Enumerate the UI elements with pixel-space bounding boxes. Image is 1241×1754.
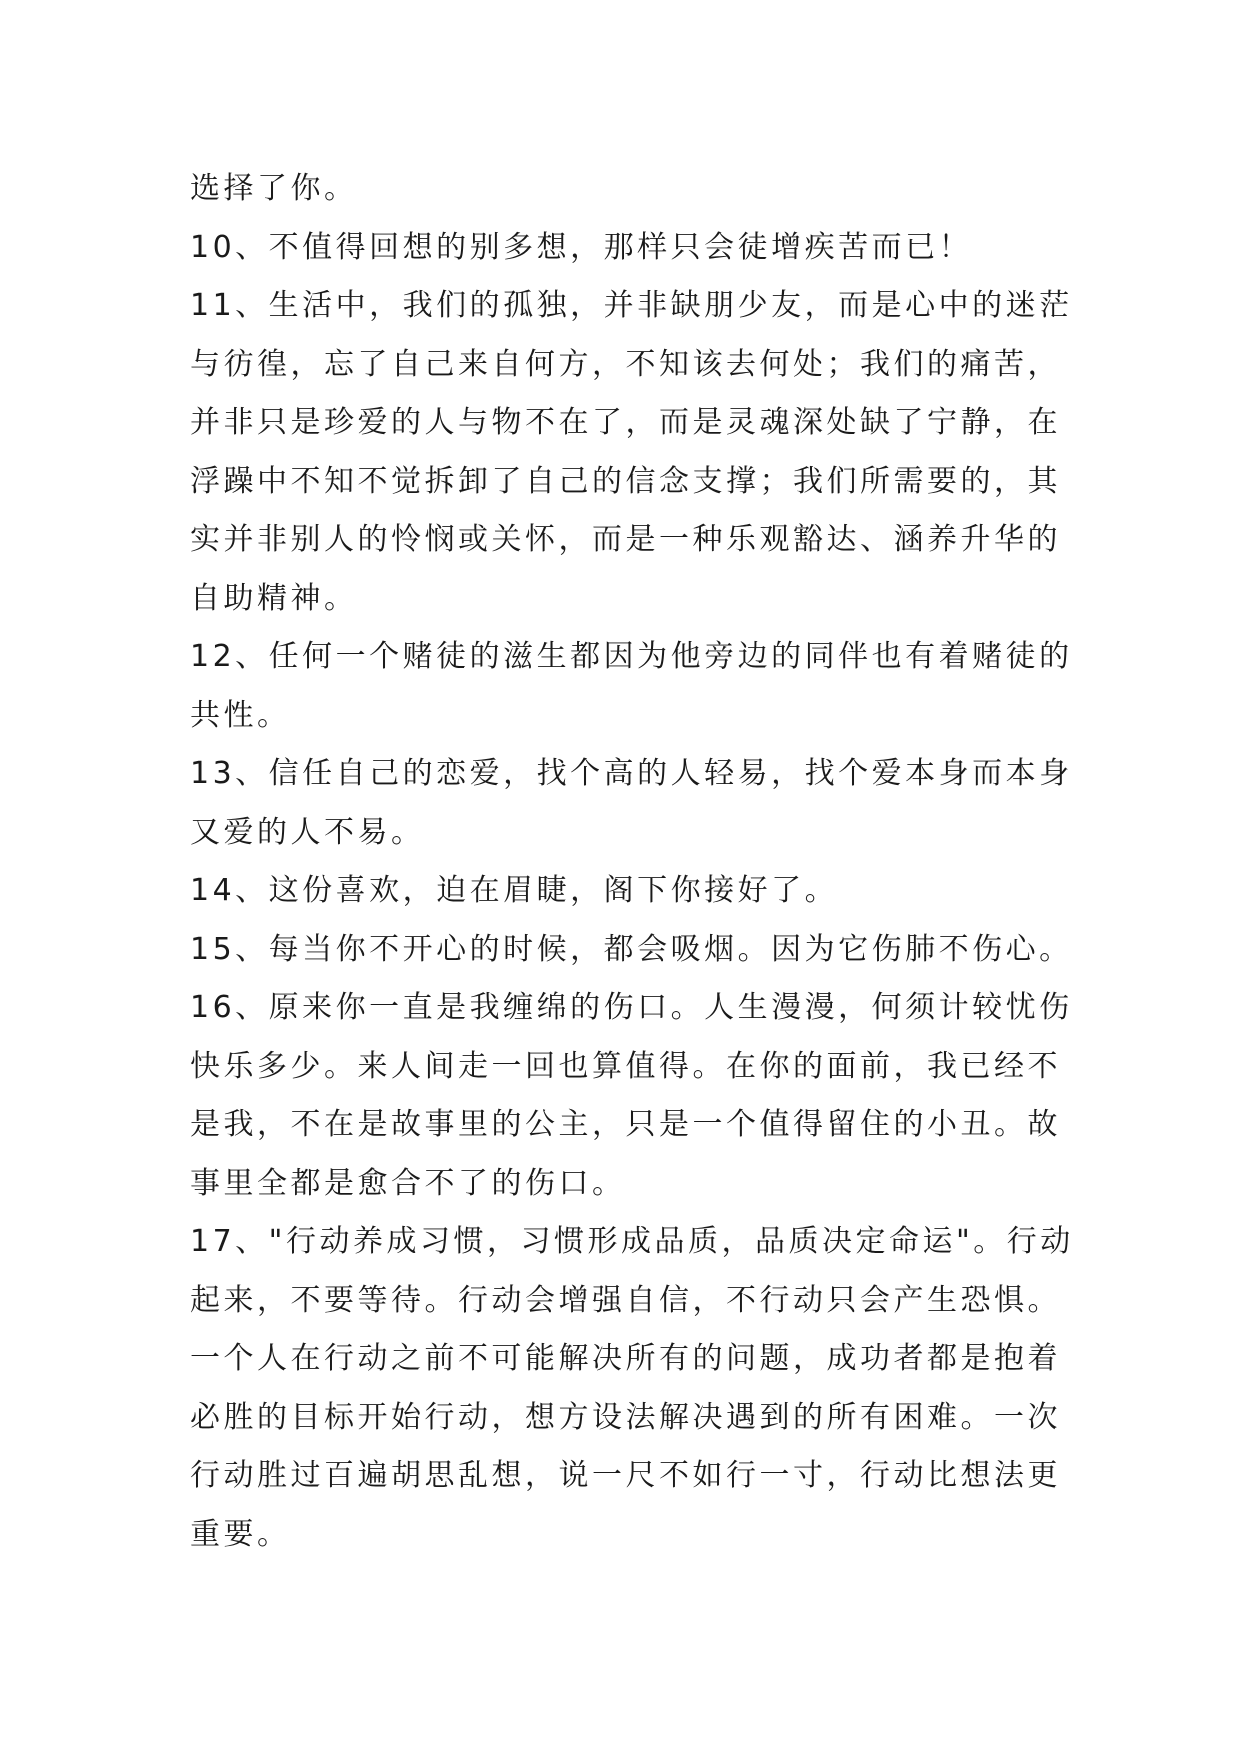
document-body	[190, 160, 1074, 1564]
text-line: 一个人在行动之前不可能解决所有的问题，成功者都是抱着	[190, 1341, 1061, 1376]
text-line: 选择了你。	[190, 171, 358, 206]
text-line: 浮躁中不知不觉拆卸了自己的信念支撑；我们所需要的，其	[190, 463, 1061, 499]
text-line: 行动胜过百遍胡思乱想，说一尺不如行一寸，行动比想法更	[190, 1458, 1061, 1493]
text-line: 16、原来你一直是我缠绵的伤口。人生漫漫，何须计较忧伤	[190, 990, 1073, 1025]
text-line: 是我，不在是故事里的公主，只是一个值得留住的小丑。故	[190, 1107, 1061, 1142]
text-line: 15、每当你不开心的时候，都会吸烟。因为它伤肺不伤心。	[190, 931, 1073, 967]
text-line: 实并非别人的怜悯或关怀，而是一种乐观豁达、涵养升华的	[190, 522, 1061, 557]
text-line: 共性。	[190, 697, 291, 733]
text-line: 13、信任自己的恋爱，找个高的人轻易，找个爱本身而本身	[190, 756, 1073, 791]
text-line: 与彷徨，忘了自己来自何方，不知该去何处；我们的痛苦，	[190, 346, 1061, 382]
text-line: 11、生活中，我们的孤独，并非缺朋少友，而是心中的迷茫	[190, 288, 1073, 323]
text-line: 12、任何一个赌徒的滋生都因为他旁边的同伴也有着赌徒的	[190, 639, 1073, 674]
text-line: 起来，不要等待。行动会增强自信，不行动只会产生恐惧。	[190, 1282, 1061, 1318]
text-line: 必胜的目标开始行动，想方设法解决遇到的所有困难。一次	[190, 1399, 1061, 1435]
text-line: 快乐多少。来人间走一回也算值得。在你的面前，我已经不	[190, 1048, 1061, 1084]
text-line: 17、"行动养成习惯，习惯形成品质，品质决定命运"。行动	[190, 1224, 1074, 1259]
text-line: 又爱的人不易。	[190, 814, 425, 850]
text-line: 自助精神。	[190, 580, 358, 616]
text-line: 10、不值得回想的别多想，那样只会徒增疾苦而已！	[190, 229, 973, 265]
text-line: 并非只是珍爱的人与物不在了，而是灵魂深处缺了宁静，在	[190, 405, 1061, 440]
text-line: 14、这份喜欢，迫在眉睫，阁下你接好了。	[190, 873, 839, 908]
text-line: 事里全都是愈合不了的伤口。	[190, 1165, 626, 1201]
text-line: 重要。	[190, 1516, 291, 1552]
